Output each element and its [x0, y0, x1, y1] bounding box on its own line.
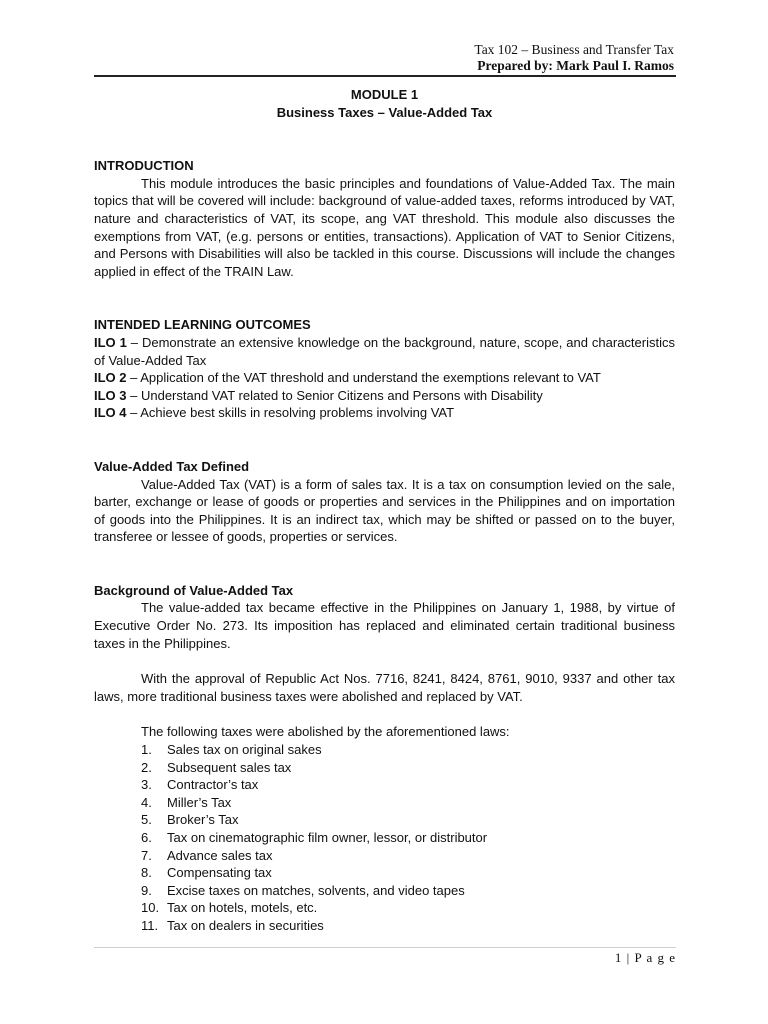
- list-item: [141, 847, 675, 865]
- list-text: Excise taxes on matches, solvents, and video tapes: [167, 882, 465, 898]
- module-title: Business Taxes – Value-Added Tax: [276, 104, 493, 120]
- list-number: 8.: [141, 865, 152, 881]
- background-heading: Background of Value-Added Tax: [94, 582, 294, 598]
- list-item: [141, 864, 675, 882]
- page-header: [94, 42, 674, 74]
- page-body: [94, 86, 675, 935]
- list-item: [141, 741, 675, 759]
- list-number: 3.: [141, 777, 152, 793]
- list-text: Tax on cinematographic film owner, lessor, or distributor: [167, 830, 488, 845]
- vat-defined-heading: Value-Added Tax Defined: [94, 458, 250, 474]
- outcome-text: – Achieve best skills in resolving problems involving VAT: [126, 405, 455, 421]
- list-item: [141, 829, 675, 847]
- outcome-label: ILO 1: [94, 334, 127, 350]
- background-para-2: With the approval of Republic Act Nos. 7716, 8241, 8424, 8761, 9010, 9337 and other tax laws, more traditional business taxes were abolished and replaced by VAT.: [94, 671, 675, 704]
- outcome-item: [94, 369, 675, 387]
- module-number: MODULE 1: [350, 87, 419, 102]
- footer-divider: [94, 947, 676, 948]
- vat-defined-body: Value-Added Tax (VAT) is a form of sales tax. It is a tax on consumption levied on the sale, barter, exchange or lease of goods or properties and services in the Philippines and on importation of goods into the Philippines. It is an indirect tax, which may be shifted or passed on to the buyer, transferee or lessee of goods, properties or services.: [94, 476, 675, 545]
- outcome-item: [94, 387, 675, 405]
- outcome-text: – Demonstrate an extensive knowledge on the background, nature, scope, and characteristics of Value-Added Tax: [94, 334, 675, 368]
- list-item: [141, 899, 675, 917]
- list-number: 10.: [141, 900, 160, 916]
- outcome-label: ILO 4: [94, 405, 127, 421]
- author-line: Prepared by: Mark Paul I. Ramos: [477, 58, 674, 73]
- abolished-list-lead: [94, 723, 675, 934]
- outcome-item: [94, 404, 675, 422]
- list-number: 11.: [141, 917, 159, 933]
- list-number: 4.: [141, 794, 152, 810]
- abolished-list-intro: The following taxes were abolished by the aforementioned laws:: [141, 724, 510, 740]
- outcomes-heading: INTENDED LEARNING OUTCOMES: [94, 317, 311, 333]
- list-item: [141, 794, 675, 812]
- list-number: 7.: [141, 847, 152, 863]
- course-title: Tax 102 – Business and Transfer Tax: [474, 42, 674, 57]
- list-number: 5.: [141, 812, 152, 828]
- outcome-text: – Understand VAT related to Senior Citizens and Persons with Disability: [126, 387, 543, 403]
- introduction-body: This module introduces the basic principles and foundations of Value-Added Tax. The main topics that will be covered will include: background of value-added taxes, reforms introduced by VAT, nature and characteristics of VAT, its scope, ang VAT threshold. This module also discusses the exemptions from VAT, (e.g. persons or entities, transactions). Application of VAT to Senior Citizens, and Persons with Disabilities will also be tackled in this course. Discussions will include the changes applied in effect of the TRAIN Law.: [94, 175, 675, 279]
- list-number: 2.: [141, 759, 152, 775]
- list-number: 6.: [141, 830, 152, 845]
- outcome-label: ILO 3: [94, 387, 127, 403]
- list-text: Broker’s Tax: [167, 812, 239, 828]
- list-number: 9.: [141, 882, 152, 898]
- list-text: Tax on dealers in securities: [167, 917, 324, 933]
- page-number: 1 | P a g e: [614, 950, 676, 965]
- list-text: Contractor’s tax: [167, 777, 259, 793]
- list-text: Miller’s Tax: [167, 794, 232, 810]
- header-divider: [94, 75, 676, 77]
- outcome-item: [94, 334, 675, 369]
- outcome-text: – Application of the VAT threshold and understand the exemptions relevant to VAT: [126, 370, 601, 386]
- list-item: [141, 759, 675, 777]
- list-text: Advance sales tax: [167, 847, 273, 863]
- abolished-taxes-list: [141, 741, 675, 935]
- background-para-1: The value-added tax became effective in the Philippines on January 1, 1988, by virtue of Executive Order No. 273. Its imposition has replaced and eliminated certain traditional business taxes in the Philippines.: [94, 600, 675, 651]
- list-item: [141, 776, 675, 794]
- list-text: Subsequent sales tax: [167, 759, 292, 775]
- outcome-label: ILO 2: [94, 370, 127, 386]
- outcomes-list: [94, 334, 675, 422]
- list-text: Sales tax on original sakes: [167, 742, 322, 758]
- list-number: 1.: [141, 742, 152, 758]
- list-text: Compensating tax: [167, 865, 272, 881]
- list-item: [141, 882, 675, 900]
- list-item: [141, 811, 675, 829]
- list-text: Tax on hotels, motels, etc.: [167, 900, 318, 916]
- list-item: [141, 917, 675, 935]
- introduction-heading: INTRODUCTION: [94, 158, 194, 174]
